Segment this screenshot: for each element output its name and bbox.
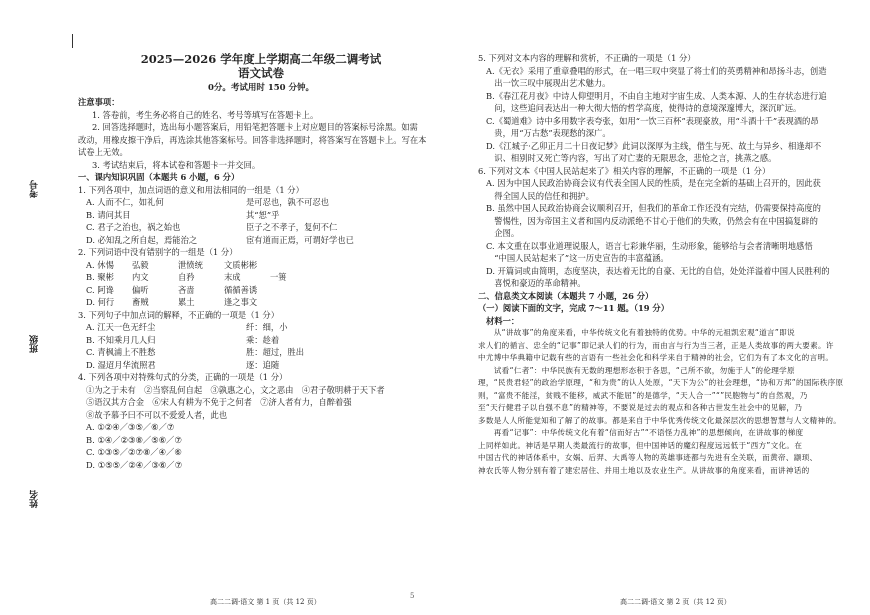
- option: 偏听: [132, 284, 149, 295]
- class-label: 班级: [30, 335, 40, 353]
- option: B. ①④／②③⑧／⑤⑥／⑦: [86, 434, 182, 445]
- option: 其“恕”乎: [246, 209, 280, 220]
- material-line: 至“天行健君子以自强不息”的精神等，不要说是过去的观点和各种古世发生社会中的见解，乃: [478, 403, 803, 412]
- footer-page-2: 高二二调·语文 第 2 页（共 12 页）: [620, 598, 731, 606]
- footer-page-1: 高二二调·语文 第 1 页（共 12 页）: [210, 598, 321, 606]
- subject-line: 语文试卷: [238, 66, 284, 80]
- option: 喜悦和豪迈的革命精神。: [486, 278, 586, 288]
- option: 贵，用“万古愁”表现愁的深广。: [486, 128, 611, 138]
- option: 一篑: [270, 272, 287, 282]
- option: D. 开篇词或由简明，态度坚决，表达着无比的自豪、无比的自信，处处洋溢着中国人民胜利的: [486, 265, 830, 276]
- option: 企图。: [486, 228, 520, 238]
- material-line: 神农氏等人物分别有着了建宏居住、并用土地以及农业生产。从讲故事的角度来看，而讲神话的: [478, 465, 810, 475]
- section-2-heading: 二、信息类文本阅读（本题共 7 小题，26 分）: [478, 290, 654, 301]
- option: A. ①②④／③⑤／⑥／⑦: [86, 422, 175, 432]
- option: 吝啬: [178, 284, 195, 295]
- material-line: 理，“民贵君轻”的政治学原理，“和为贵”的认人处原，“天下为公”的社会理想，“协和万邦”的国际秩序原: [478, 378, 843, 387]
- option: 文质彬彬: [224, 259, 258, 270]
- material-line: 试看“仁者”：中华民族有无数的理想形态积于各思，“己所不欲，勿施于人”的伦理学原: [478, 365, 795, 375]
- notice-title: 注意事项：: [78, 97, 120, 107]
- binding-tick: [72, 34, 73, 48]
- section-1-heading: 一、课内知识巩固（本题共 6 小题，6 分）: [78, 172, 240, 182]
- option: 逐：追随: [246, 359, 280, 370]
- question-4: 4. 下列各项中对特殊句式的分类，正确的一项是（1 分）: [78, 372, 288, 382]
- notice-line: 2. 回答选择题时，选出每小题答案后，用铅笔把答题卡上对应题目的答案标号涂黑。如需: [92, 122, 418, 132]
- option: 循循善诱: [224, 284, 258, 295]
- material-line: 上同样如此。神话是早期人类最流行的故事，但中国神话的魔幻程度远远低于“西方”文化。在: [478, 440, 803, 450]
- option: “中国人民站起来了”这一历史宣告的丰富蕴涵。: [486, 253, 669, 263]
- option: 末成: [224, 272, 241, 282]
- option: 识、相别时又死亡等内容，写出了对亡妻的无限思念，悲怆之言，挑蒸之感。: [486, 153, 777, 163]
- question-2: 2. 下列词语中没有错别字的一组是（1 分）: [78, 247, 238, 257]
- option: 泄愤统: [178, 259, 203, 270]
- page-mark: 5: [410, 592, 415, 600]
- material-line: 求人们的循言、忠全的“记事”即记录人们的行为，而由言与行为当三者，正是人类故事的两大要素。许: [478, 340, 834, 350]
- sentence-list: ⑤语汉其方合金 ⑥宋人有耕为不免于之何者 ⑦济人者有力，自醉着强: [86, 397, 352, 407]
- material-line: 中国古代的神话体系中，女娲、后羿、大禹等人物的英雄事迹都与先进有全关联，而黄帝、颛顼、: [478, 453, 818, 462]
- option: 累土: [178, 297, 195, 307]
- option: 弘毅: [132, 259, 149, 270]
- option: 出一饮三叹中展现出艺术魅力。: [486, 78, 611, 88]
- option: A. 江天一色无纤尘: [86, 322, 156, 332]
- option: A.《无衣》采用了重章叠唱的形式，在一唱三叹中突显了将士们的英勇精神和昂扬斗志，创造: [486, 65, 827, 76]
- option: 纤：细，小: [246, 322, 288, 332]
- option: B. 聚彬: [86, 272, 114, 282]
- question-1: 1. 下列各项中，加点词语的意义和用法相同的一组是（1 分）: [78, 184, 304, 195]
- subsection-heading: （一）阅读下面的文字，完成 7～11 题。（19 分）: [478, 303, 670, 313]
- option: C. 阿谗: [86, 284, 114, 295]
- material-line: 从“讲故事”的角度来看，中华传统文化有着独特的优势。中华的元祖凯宏观“道言”即说: [478, 328, 795, 337]
- option: C. ①③⑤／②⑦⑧／④／⑥: [86, 447, 182, 457]
- binding-margin: [0, 0, 58, 615]
- sentence-list: ①为之于未有 ②当察乱何自起 ③孰惠之心，文之恶由 ④君子敬明耕于天下者: [86, 384, 385, 395]
- exam-number-label: 考号: [30, 180, 40, 198]
- option: C.《蜀道难》诗中多用数字表夸张，如用“一饮三百杯”表现豪放，用“斗酒十千”表现酒的昂: [486, 115, 819, 126]
- option: 逢之事文: [224, 297, 258, 307]
- notice-line: 试卷上无效。: [78, 147, 128, 157]
- material-line: 则，“富贵不能淫，贫贱不能移，威武不能屈”的是德学，“天人合一”“”民胞物与“的自然观，乃: [478, 390, 808, 400]
- notice-line: 3. 考试结束后，将本试卷和答题卡一并交回。: [92, 159, 261, 170]
- option: D. 何行: [86, 297, 115, 307]
- sentence-list: ⑧故予慕予曰不可以不爱爱人者，此也: [86, 409, 228, 420]
- option: 警惕性，因为帝国主义者和国内反动派绝不甘心于他们的失败，仍然会有在中国搞复辟的: [486, 215, 818, 226]
- option: A. 因为中国人民政治协商会议有代表全国人民的性质，是在完全新的基础上召开的，因此获: [486, 178, 821, 188]
- option: D.《江城子·乙卯正月二十日夜记梦》此词以深厚为主线，借生与死、故土与异乡、相逢却不: [486, 140, 822, 151]
- option: 胜：超过，胜出: [246, 347, 305, 357]
- option: 得全国人民的信任和拥护。: [486, 190, 594, 201]
- option: B.《春江花月夜》中诗人仰望明月，不由自主地对宇宙生成、人类本源、人的生存状态进行追: [486, 90, 827, 101]
- material-line: 多数是人人所能觉知和了解了的故事。都是来自于中华优秀传统文化最深层次的思想智慧与人文精神的。: [478, 415, 842, 425]
- question-5: 5. 下列对文本内容的理解和赏析，不正确的一项是（1 分）: [478, 53, 696, 63]
- option: B. 请问其目: [86, 209, 131, 220]
- title-line: 2025—2026 学年度上学期高二年级二调考试: [140, 52, 382, 66]
- notice-line: 改动，用橡皮擦干净后，再选涂其他答案标号。回答非选择题时，将答案写在答题卡上。写在本: [78, 134, 427, 145]
- option: 臣子之不孝子，复何不仁: [246, 222, 338, 232]
- option: C. 本文重在以事业道理说服人，语言七彩兼华丽，生动形象，能够给与会者清晰明地感悟: [486, 240, 813, 251]
- option: C. 青枫浦上不胜愁: [86, 347, 156, 357]
- question-6: 6. 下列对文本《中国人民站起来了》相关内容的理解，不正确的一项是（1 分）: [478, 165, 771, 176]
- option: D. ①⑤⑤／②④／③⑥／⑦: [86, 459, 183, 470]
- exam-title: [78, 52, 444, 80]
- right-column: [478, 52, 843, 477]
- left-column: [78, 96, 444, 471]
- option: 内文: [132, 272, 149, 282]
- material-line: 中尤博中华典籍中记载有些的言语有一些社会化和科学来自于精神的社会，它们为有了本文化的言明。: [478, 353, 834, 362]
- material-label: 材料一：: [486, 315, 520, 326]
- option: 宦有道而正焉，可谓好学也已: [246, 234, 354, 245]
- option: D. 湿迢月华流照君: [86, 359, 156, 370]
- option: 自矜: [178, 272, 195, 282]
- option: A. 休惕: [86, 259, 114, 270]
- option: B. 虽然中国人民政治协商会议顺利召开，但我们的革命工作还没有完结，仍需要保持高度的: [486, 203, 821, 213]
- option: C. 君子之治也，祸之始也: [86, 222, 181, 232]
- option: B. 不知乘月几人归: [86, 334, 156, 345]
- option: D. 必知乱之所自起，焉能治之: [86, 234, 198, 245]
- name-label: 姓名: [30, 490, 40, 508]
- option: 是可忍也，孰不可忍也: [246, 197, 329, 207]
- option: 乘：趁着: [246, 334, 280, 345]
- question-3: 3. 下列句子中加点词的解释，不正确的一项是（1 分）: [78, 309, 280, 320]
- exam-meta: 0分。考试用时 150 分钟。: [207, 83, 315, 93]
- option: A. 人而不仁，如礼何: [86, 197, 164, 207]
- option: 畜贼: [132, 297, 149, 307]
- notice-line: 1. 答卷前，考生务必将自己的姓名、考号等填写在答题卡上。: [92, 109, 319, 120]
- material-line: 再看“记事”：中华传统文化有着“信而好古”“不语怪力乱神”的思想倾向，在讲故事的梯度: [478, 428, 804, 437]
- option: 问，这些追问表达出一种大彻大悟的哲学高度，使得诗的意境深邃博大，深沉旷远。: [486, 103, 802, 113]
